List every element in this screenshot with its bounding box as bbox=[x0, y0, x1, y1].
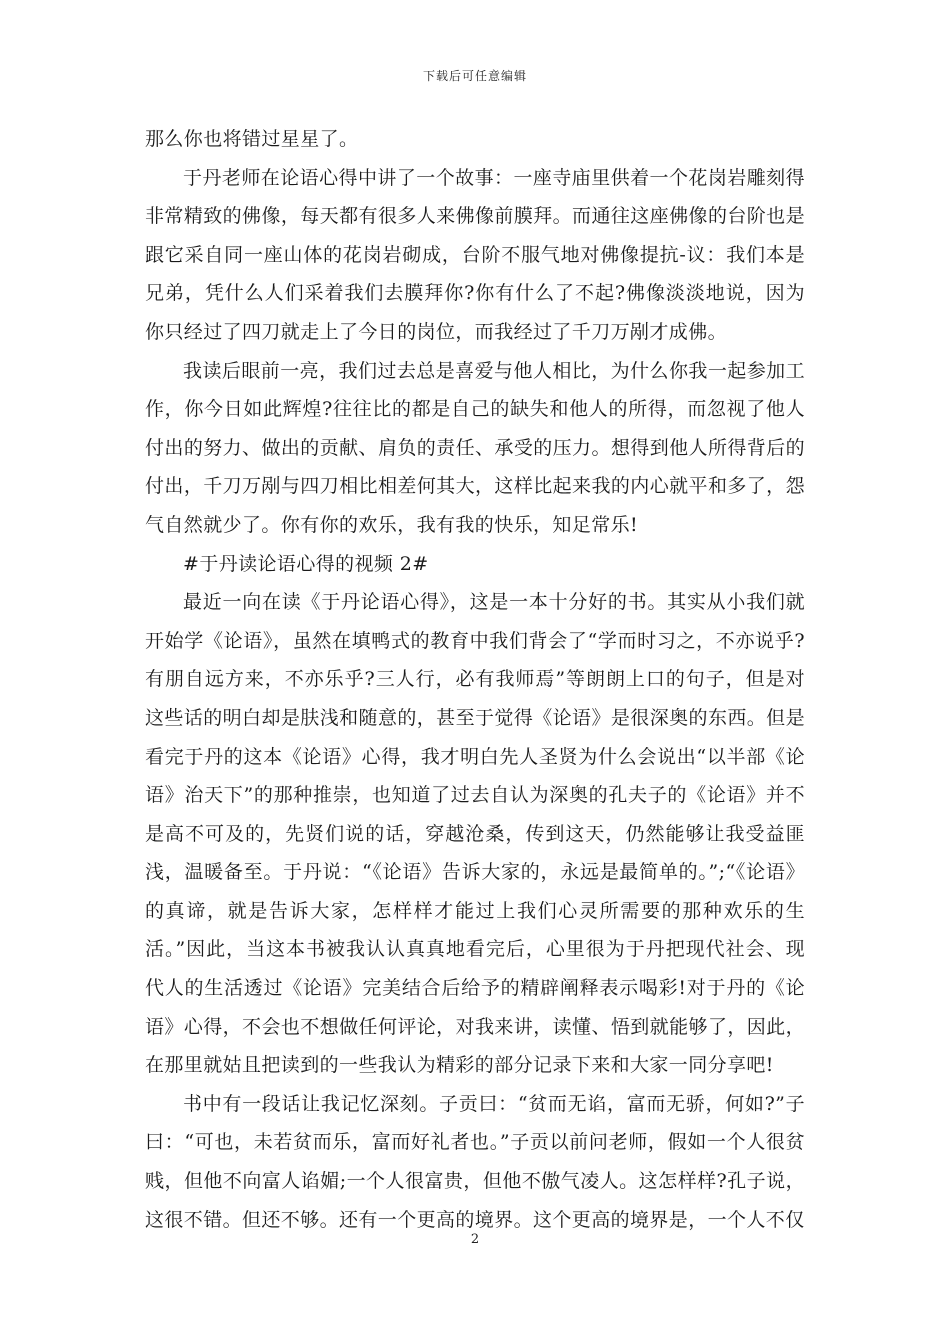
page-header: 下载后可任意编辑 bbox=[422, 69, 527, 83]
section-heading: #于丹读论语心得的视频 2# bbox=[183, 552, 429, 575]
paragraph-1: 那么你也将错过星星了。 bbox=[145, 128, 359, 150]
paragraph-2: 于丹老师在论语心得中讲了一个故事：一座寺庙里供着一个花岗岩雕刻得非常精致的佛像，每天都有很多人来佛像前膜拜。而通往这座佛像的台阶也是跟它采自同一座山体的花岗岩砌成，台阶不服气地对佛像提抗-议：我们本是兄弟，凭什么人们采着我们去膜拜你?你有什么了不起?佛像淡淡地说，因为你只经过了四刀就走上了今日的岗位，而我经过了千刀万剐才成佛。 bbox=[145, 166, 805, 343]
paragraph-5: 书中有一段话让我记忆深刻。子贡曰：“贫而无谄，富而无骄，何如?”子曰：“可也，未若贫而乐，富而好礼者也。”子贡以前问老师，假如一个人很贫贱，但他不向富人谄媚;一个人很富贵，但他不傲气凌人。这怎样样?孔子说，这很不错。但还不够。还有一个更高的境界。这个更高的境界是，一个人不仅 bbox=[145, 1092, 805, 1231]
document-body bbox=[145, 120, 805, 1239]
paragraph-4: 最近一向在读《于丹论语心得》，这是一本十分好的书。其实从小我们就开始学《论语》，虽然在填鸭式的教育中我们背会了“学而时习之，不亦说乎?有朋自远方来，不亦乐乎?三人行，必有我师焉”等朗朗上口的句子，但是对这些话的明白却是肤浅和随意的，甚至于觉得《论语》是很深奥的东西。但是看完于丹的这本《论语》心得，我才明白先人圣贤为什么会说出“以半部《论语》治天下”的那种推崇，也知道了过去自认为深奥的孔夫子的《论语》并不是高不可及的，先贤们说的话，穿越沧桑，传到这天，仍然能够让我受益匪浅，温暖备至。于丹说：“《论语》告诉大家的，永远是最简单的。”;“《论语》的真谛，就是告诉大家，怎样样才能过上我们心灵所需要的那种欢乐的生活。”因此，当这本书被我认认真真地看完后，心里很为于丹把现代社会、现代人的生活透过《论语》完美结合后给予的精辟阐释表示喝彩!对于丹的《论语》心得，不会也不想做任何评论，对我来讲，读懂、悟到就能够了，因此，在那里就姑且把读到的一些我认为精彩的部分记录下来和大家一同分享吧! bbox=[145, 591, 805, 1077]
paragraph-3: 我读后眼前一亮，我们过去总是喜爱与他人相比，为什么你我一起参加工作，你今日如此辉煌?往往比的都是自己的缺失和他人的所得，而忽视了他人付出的努力、做出的贡献、肩负的责任、承受的压力。想得到他人所得背后的付出，千刀万剐与四刀相比相差何其大，这样比起来我的内心就平和多了，怨气自然就少了。你有你的欢乐，我有我的快乐，知足常乐! bbox=[145, 359, 805, 536]
page-number: 2 bbox=[470, 1232, 480, 1247]
